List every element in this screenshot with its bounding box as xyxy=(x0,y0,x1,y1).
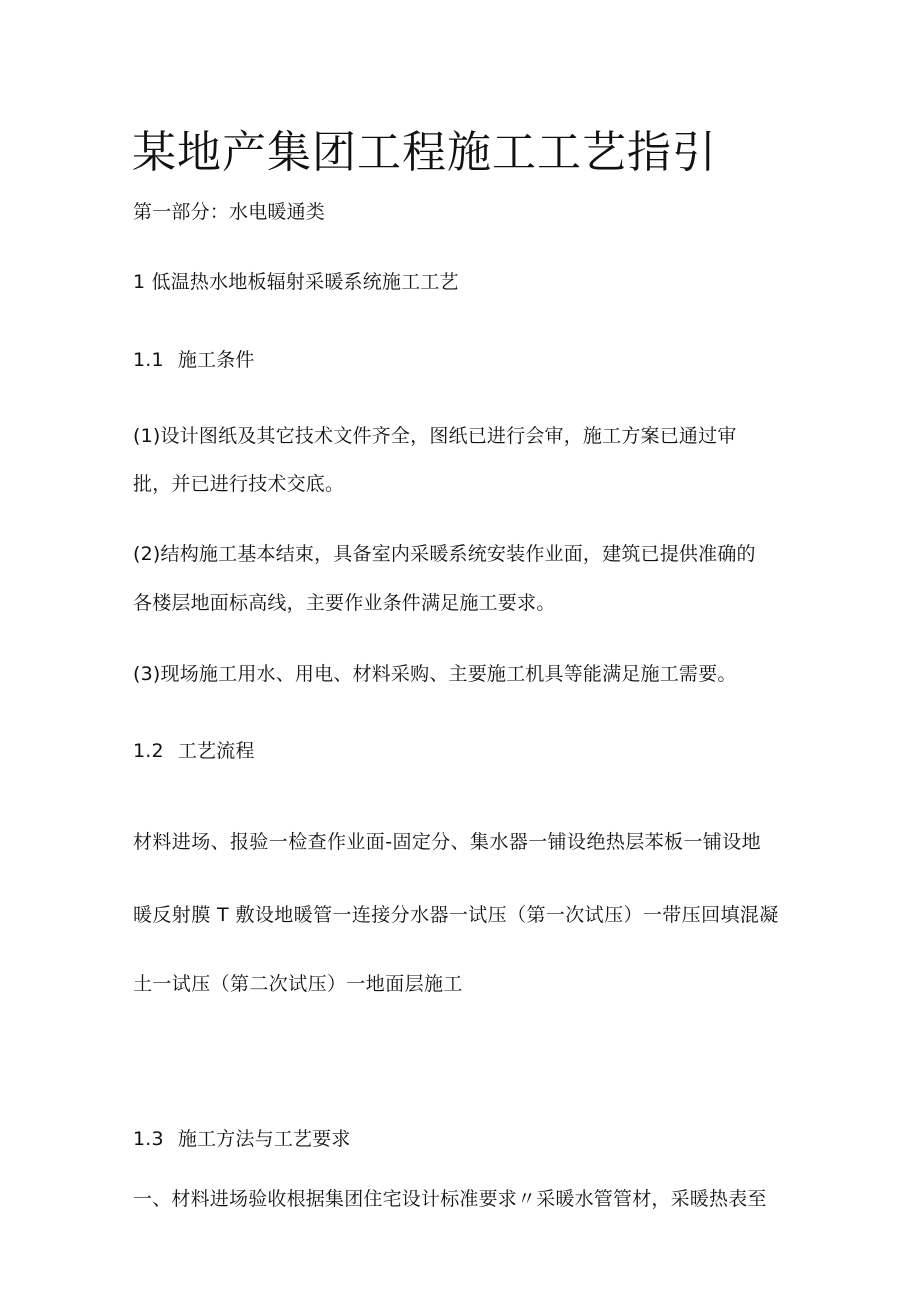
section-title: 工艺流程 xyxy=(177,740,255,762)
condition-1-line-2: 批，并已进行技术交底。 xyxy=(133,473,345,495)
part-heading: 第一部分：水电暖通类 xyxy=(133,201,326,223)
section-1-2-heading xyxy=(133,739,255,763)
process-flow-line-1: 材料进场、报验一检查作业面-固定分、集水器一铺设绝热层苯板一铺设地 xyxy=(133,831,762,853)
condition-2-line-1: (2)结构施工基本结束，具备室内采暖系统安装作业面，建筑已提供准确的 xyxy=(133,543,756,565)
section-title: 施工条件 xyxy=(177,349,255,371)
condition-3-line-1: (3)现场施工用水、用电、材料采购、主要施工机具等能满足施工需要。 xyxy=(133,663,737,685)
method-line-1: 一、材料进场验收根据集团住宅设计标准要求〃采暖水管管材，采暖热表至 xyxy=(133,1188,767,1210)
section-number: 1.2 xyxy=(133,740,164,762)
section-1-heading: 1 低温热水地板辐射采暖系统施工工艺 xyxy=(133,271,459,293)
section-title: 施工方法与工艺要求 xyxy=(177,1128,351,1150)
process-flow-line-2: 暖反射膜 T 敷设地暖管一连接分水器一试压（第一次试压）一带压回填混凝 xyxy=(133,904,779,926)
condition-2-line-2: 各楼层地面标高线，主要作业条件满足施工要求。 xyxy=(133,592,556,614)
process-flow-line-3: 土一试压（第二次试压）一地面层施工 xyxy=(133,973,463,995)
document-title: 某地产集团工程施工工艺指引 xyxy=(132,127,717,178)
section-number: 1.1 xyxy=(133,349,164,371)
section-1-1-heading xyxy=(133,348,255,372)
section-1-3-heading xyxy=(133,1127,351,1151)
section-number: 1.3 xyxy=(133,1128,164,1150)
condition-1-line-1: (1)设计图纸及其它技术文件齐全，图纸已进行会审，施工方案已通过审 xyxy=(133,425,737,447)
